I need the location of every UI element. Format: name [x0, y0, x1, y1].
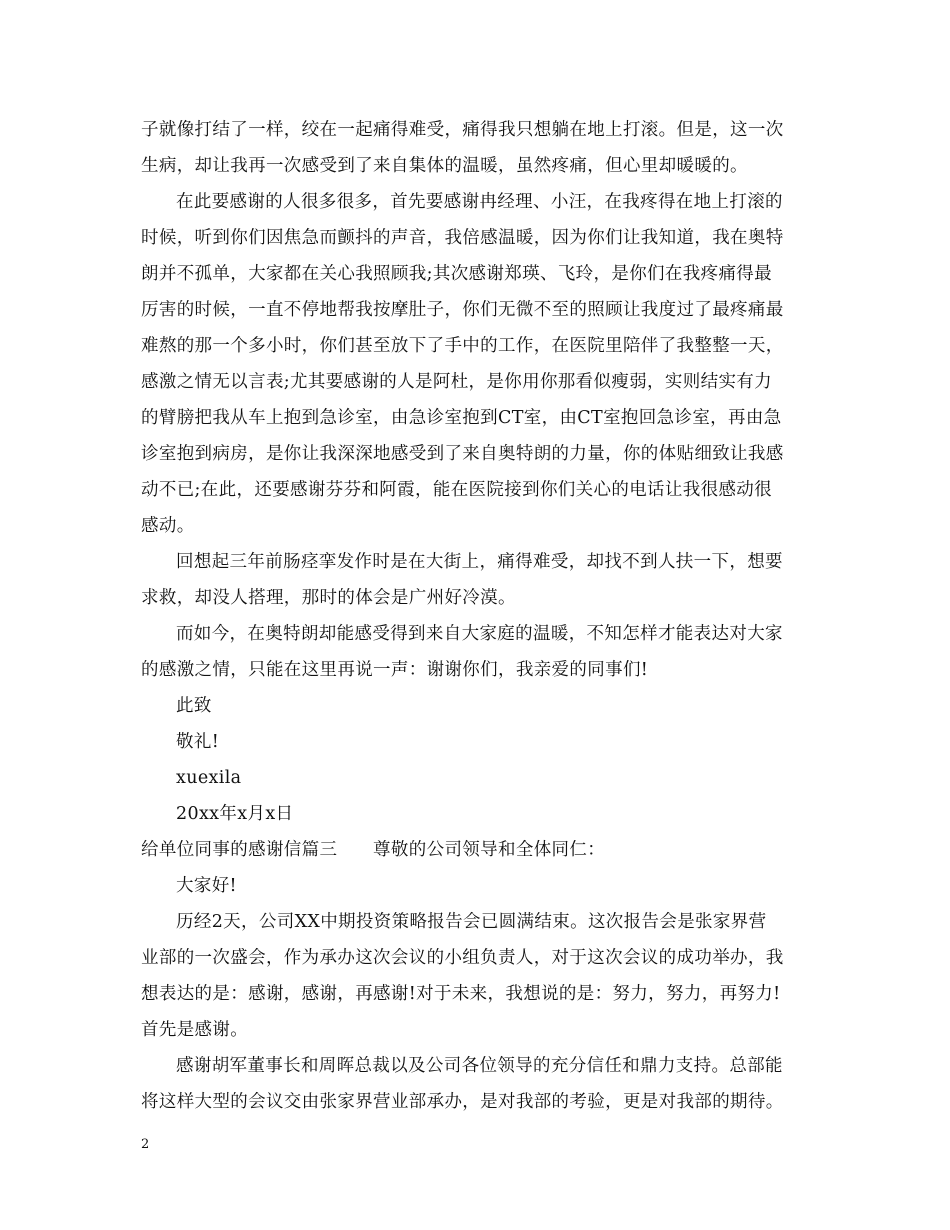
text-line: 难熬的那一个多小时，你们甚至放下了手中的工作，在医院里陪伴了我整整一天， — [141, 336, 784, 356]
text-line: 求救，却没人搭理，那时的体会是广州好冷漠。 — [141, 588, 516, 608]
text-line: 朗并不孤单，大家都在关心我照顾我;其次感谢郑瑛、飞玲，是你们在我疼痛得最 — [141, 264, 772, 284]
text-line: 的感激之情，只能在这里再说一声：谢谢你们，我亲爱的同事们! — [141, 660, 649, 680]
text-line: 生病，却让我再一次感受到了来自集体的温暖，虽然疼痛，但心里却暖暖的。 — [141, 156, 748, 176]
text-line: 动不已;在此，还要感谢芬芬和阿霞，能在医院接到你们关心的电话让我很感动很 — [141, 480, 772, 500]
text-line: 感谢胡军董事长和周晖总裁以及公司各位领导的充分信任和鼎力支持。总部能 — [176, 1056, 783, 1076]
text-line: 而如今，在奥特朗却能感受得到来自大家庭的温暖，不知怎样才能表达对大家 — [176, 624, 783, 644]
page-number: 2 — [141, 1137, 150, 1152]
salutation-line: 敬礼! — [176, 732, 220, 752]
text-line: 将这样大型的会议交由张家界营业部承办，是对我部的考验，更是对我部的期待。 — [141, 1092, 784, 1112]
text-line: 的臂膀把我从车上抱到急诊室，由急诊室抱到CT室，由CT室抱回急诊室，再由急 — [141, 408, 782, 428]
date-line: 20xx年x月x日 — [176, 804, 294, 824]
text-line: 在此要感谢的人很多很多，首先要感谢冉经理、小汪，在我疼得在地上打滚的 — [176, 192, 783, 212]
text-line: 历经2天，公司XX中期投资策略报告会已圆满结束。这次报告会是张家界营 — [176, 912, 767, 932]
text-line: 感动。 — [141, 516, 195, 536]
text-line: 时候，听到你们因焦急而颤抖的声音，我倍感温暖，因为你们让我知道，我在奥特 — [141, 228, 784, 248]
text-line: 诊室抱到病房，是你让我深深地感受到了来自奥特朗的力量，你的体贴细致让我感 — [141, 444, 784, 464]
text-line: 想表达的是：感谢，感谢，再感谢!对于未来，我想说的是：努力，努力，再努力! — [141, 984, 781, 1004]
text-line: 厉害的时候，一直不停地帮我按摩肚子，你们无微不至的照顾让我度过了最疼痛最 — [141, 300, 784, 320]
section-heading: 给单位同事的感谢信篇三 尊敬的公司领导和全体同仁： — [141, 840, 606, 860]
text-line: 首先是感谢。 — [141, 1020, 249, 1040]
text-line: 感激之情无以言表;尤其要感谢的人是阿杜，是你用你那看似瘦弱，实则结实有力 — [141, 372, 772, 392]
greeting-line: 大家好! — [176, 876, 237, 896]
salutation-line: 此致 — [176, 696, 212, 716]
text-line: 子就像打结了一样，绞在一起痛得难受，痛得我只想躺在地上打滚。但是，这一次 — [141, 120, 784, 140]
signature-line: xuexila — [176, 768, 242, 788]
text-line: 回想起三年前肠痉挛发作时是在大街上，痛得难受，却找不到人扶一下，想要 — [176, 552, 783, 572]
text-line: 业部的一次盛会，作为承办这次会议的小组负责人，对于这次会议的成功举办，我 — [141, 948, 784, 968]
